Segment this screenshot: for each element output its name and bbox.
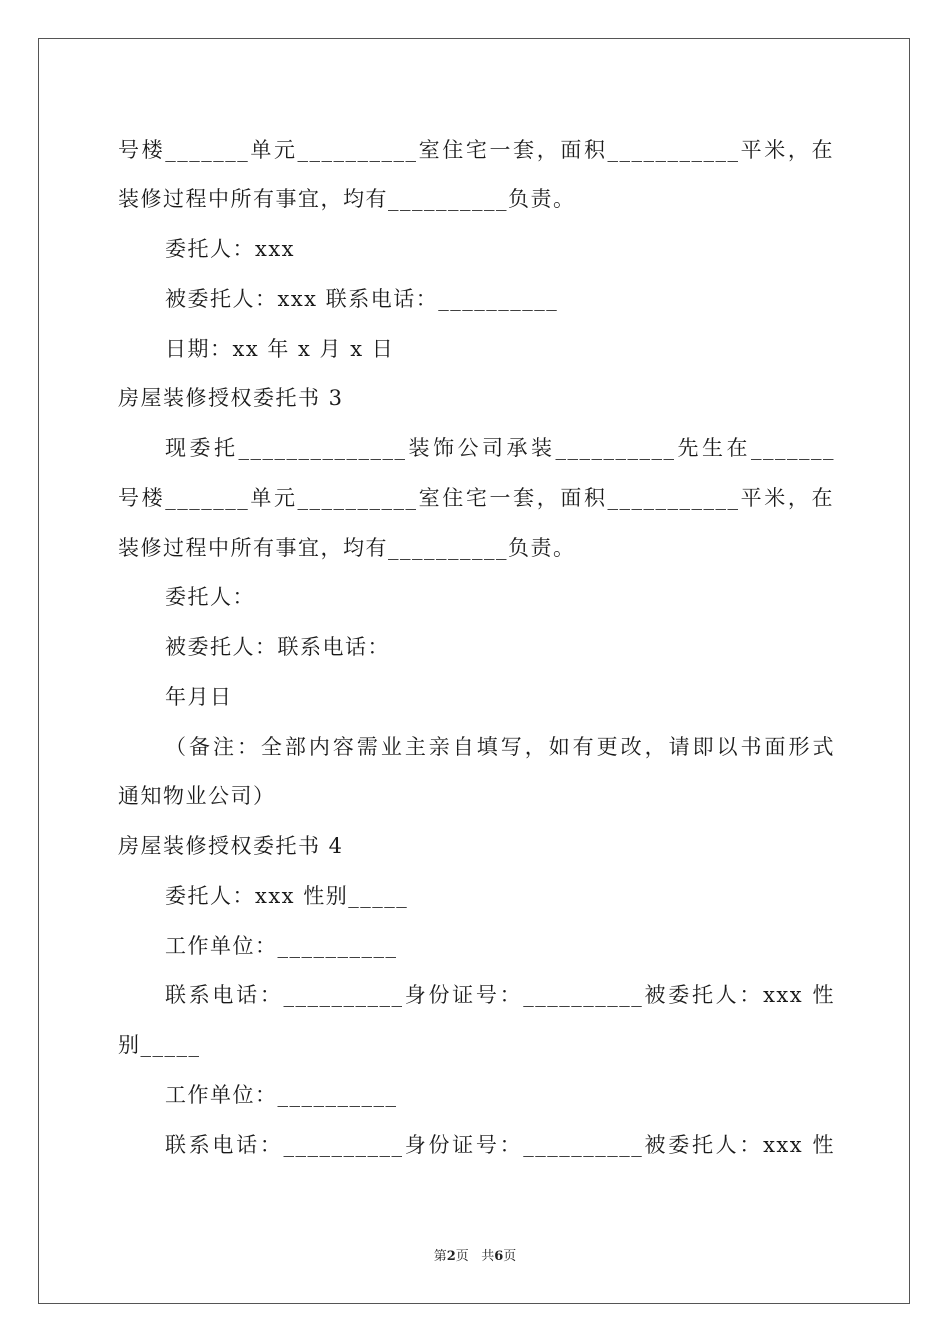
page-number: 2 xyxy=(446,1249,456,1264)
agent-line: 被委托人：联系电话： xyxy=(165,635,390,659)
principal-line: 委托人：xxx 性别_____ xyxy=(165,884,409,908)
section-heading: 房屋装修授权委托书 3 xyxy=(118,386,344,410)
page-suffix: 页 xyxy=(455,1249,469,1264)
page-prefix: 第 xyxy=(433,1249,447,1264)
contact-line: 联系电话：__________身份证号：__________被委托人：xxx 性 xyxy=(165,983,835,1007)
date-line: 年月日 xyxy=(165,685,233,709)
section-heading: 房屋装修授权委托书 4 xyxy=(118,834,344,858)
total-suffix: 页 xyxy=(503,1249,517,1264)
total-pages: 6 xyxy=(494,1249,504,1264)
workplace-line: 工作单位：__________ xyxy=(165,1083,398,1107)
note-line: 通知物业公司） xyxy=(118,784,276,808)
paragraph-line: 别_____ xyxy=(118,1033,201,1057)
date-line: 日期：xx 年 x 月 x 日 xyxy=(165,337,395,361)
page-border xyxy=(38,38,910,1304)
note-line: （备注：全部内容需业主亲自填写，如有更改，请即以书面形式 xyxy=(165,735,835,759)
paragraph-line: 装修过程中所有事宜，均有__________负责。 xyxy=(118,536,576,560)
paragraph-line: 号楼_______单元__________室住宅一套，面积___________平米，在 xyxy=(118,138,834,162)
workplace-line: 工作单位：__________ xyxy=(165,934,398,958)
paragraph-line: 现委托______________装饰公司承装__________先生在_______ xyxy=(165,436,835,460)
paragraph-line: 号楼_______单元__________室住宅一套，面积___________平米，在 xyxy=(118,486,834,510)
paragraph-line: 装修过程中所有事宜，均有__________负责。 xyxy=(118,187,576,211)
contact-line: 联系电话：__________身份证号：__________被委托人：xxx 性 xyxy=(165,1133,835,1157)
agent-line: 被委托人：xxx 联系电话：__________ xyxy=(165,287,559,311)
total-prefix: 共 xyxy=(481,1249,495,1264)
page-footer xyxy=(0,1248,950,1266)
principal-line: 委托人：xxx xyxy=(165,237,296,261)
principal-line: 委托人： xyxy=(165,585,255,609)
